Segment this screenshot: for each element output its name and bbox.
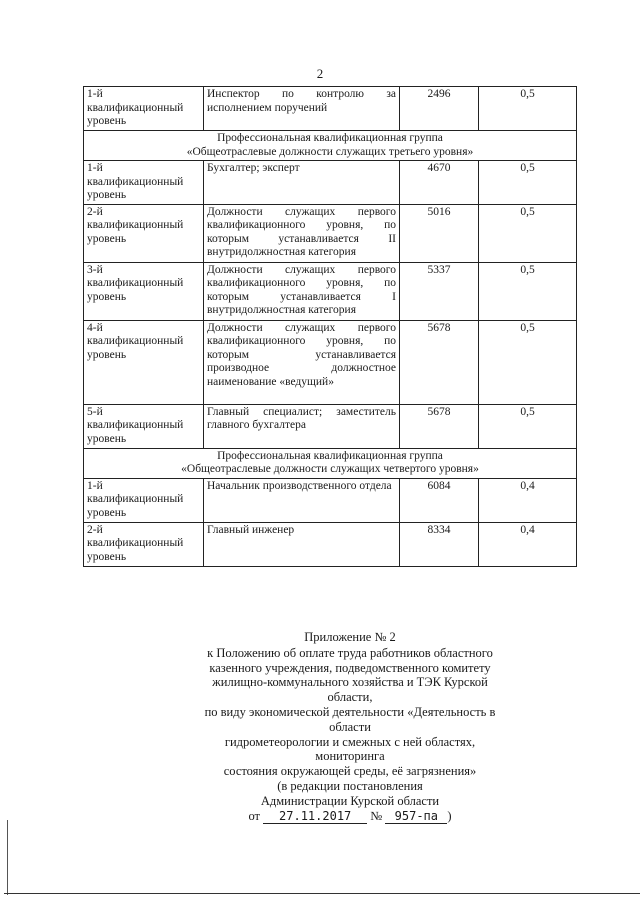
group-header-line: «Общеотраслевые должности служащих третьего уровня» <box>186 145 474 158</box>
coefficient-cell: 0,5 <box>479 204 577 262</box>
salary-cell: 8334 <box>400 522 479 566</box>
document-date: 27.11.2017 <box>263 810 367 824</box>
table-row <box>84 161 577 205</box>
table-row <box>84 404 577 448</box>
position-cell: Должности служащих первого квалификационного уровня, по которым устанавливается I внутридолжностная категория <box>204 262 400 320</box>
salary-cell: 6084 <box>400 478 479 522</box>
appendix-line: гидрометеорологии и смежных с ней областях, мониторинга <box>224 734 476 764</box>
position-cell: Бухгалтер; эксперт <box>204 161 400 205</box>
salary-cell: 5016 <box>400 204 479 262</box>
salary-cell: 2496 <box>400 87 479 131</box>
level-cell: 4-й квалификационный уровень <box>84 320 204 404</box>
appendix-line: казенного учреждения, подведомственного комитету <box>209 660 491 675</box>
salary-cell: 5678 <box>400 404 479 448</box>
appendix-title: Приложение № 2 <box>304 630 396 644</box>
date-prefix: от <box>248 808 261 823</box>
appendix-line: к Положению об оплате труда работников областного <box>207 645 493 660</box>
appendix-block <box>190 630 510 824</box>
table-row <box>84 204 577 262</box>
level-cell: 3-й квалификационный уровень <box>84 262 204 320</box>
position-cell: Должности служащих первого квалификационного уровня, по которым устанавливается производное должностное наименование «ведущий» <box>204 320 400 404</box>
level-cell: 1-й квалификационный уровень <box>84 87 204 131</box>
table-row <box>84 478 577 522</box>
level-cell: 5-й квалификационный уровень <box>84 404 204 448</box>
group-header-row <box>84 448 577 478</box>
salary-table <box>83 86 577 567</box>
salary-cell: 5678 <box>400 320 479 404</box>
appendix-line: по виду экономической деятельности «Деятельность в области <box>204 704 496 734</box>
page-number: 2 <box>316 66 324 81</box>
level-cell: 2-й квалификационный уровень <box>84 204 204 262</box>
position-cell: Главный специалист; заместитель главного бухгалтера <box>204 404 400 448</box>
document-number: 957-па <box>385 810 447 824</box>
group-header-line: «Общеотраслевые должности служащих четвертого уровня» <box>181 463 479 475</box>
level-cell: 1-й квалификационный уровень <box>84 161 204 205</box>
position-cell: Главный инженер <box>204 522 400 566</box>
signature-line <box>190 809 510 824</box>
appendix-line: состояния окружающей среды, её загрязнения» <box>223 764 477 779</box>
position-cell: Инспектор по контролю за исполнением поручений <box>204 87 400 131</box>
group-header-cell <box>84 131 577 161</box>
group-header-cell <box>84 448 577 478</box>
salary-cell: 5337 <box>400 262 479 320</box>
number-prefix: № <box>370 808 383 823</box>
bottom-rule <box>4 893 640 894</box>
coefficient-cell: 0,5 <box>479 404 577 448</box>
table-row <box>84 522 577 566</box>
salary-cell: 4670 <box>400 161 479 205</box>
table-row <box>84 262 577 320</box>
coefficient-cell: 0,5 <box>479 262 577 320</box>
position-cell: Начальник производственного отдела <box>204 478 400 522</box>
appendix-line: (в редакции постановления <box>277 778 423 793</box>
table-row <box>84 87 577 131</box>
group-header-line: Профессиональная квалификационная группа <box>217 449 443 462</box>
coefficient-cell: 0,5 <box>479 87 577 131</box>
coefficient-cell: 0,4 <box>479 478 577 522</box>
coefficient-cell: 0,5 <box>479 320 577 404</box>
table-row <box>84 320 577 404</box>
margin-line <box>7 820 8 895</box>
closing-paren: ) <box>447 808 452 823</box>
appendix-line: жилищно-коммунального хозяйства и ТЭК Курской области, <box>212 675 488 705</box>
group-header-line: Профессиональная квалификационная группа <box>217 132 443 144</box>
level-cell: 2-й квалификационный уровень <box>84 522 204 566</box>
level-cell: 1-й квалификационный уровень <box>84 478 204 522</box>
position-cell: Должности служащих первого квалификационного уровня, по которым устанавливается II внутридолжностная категория <box>204 204 400 262</box>
group-header-row <box>84 131 577 161</box>
coefficient-cell: 0,4 <box>479 522 577 566</box>
appendix-line: Администрации Курской области <box>260 793 440 808</box>
coefficient-cell: 0,5 <box>479 161 577 205</box>
